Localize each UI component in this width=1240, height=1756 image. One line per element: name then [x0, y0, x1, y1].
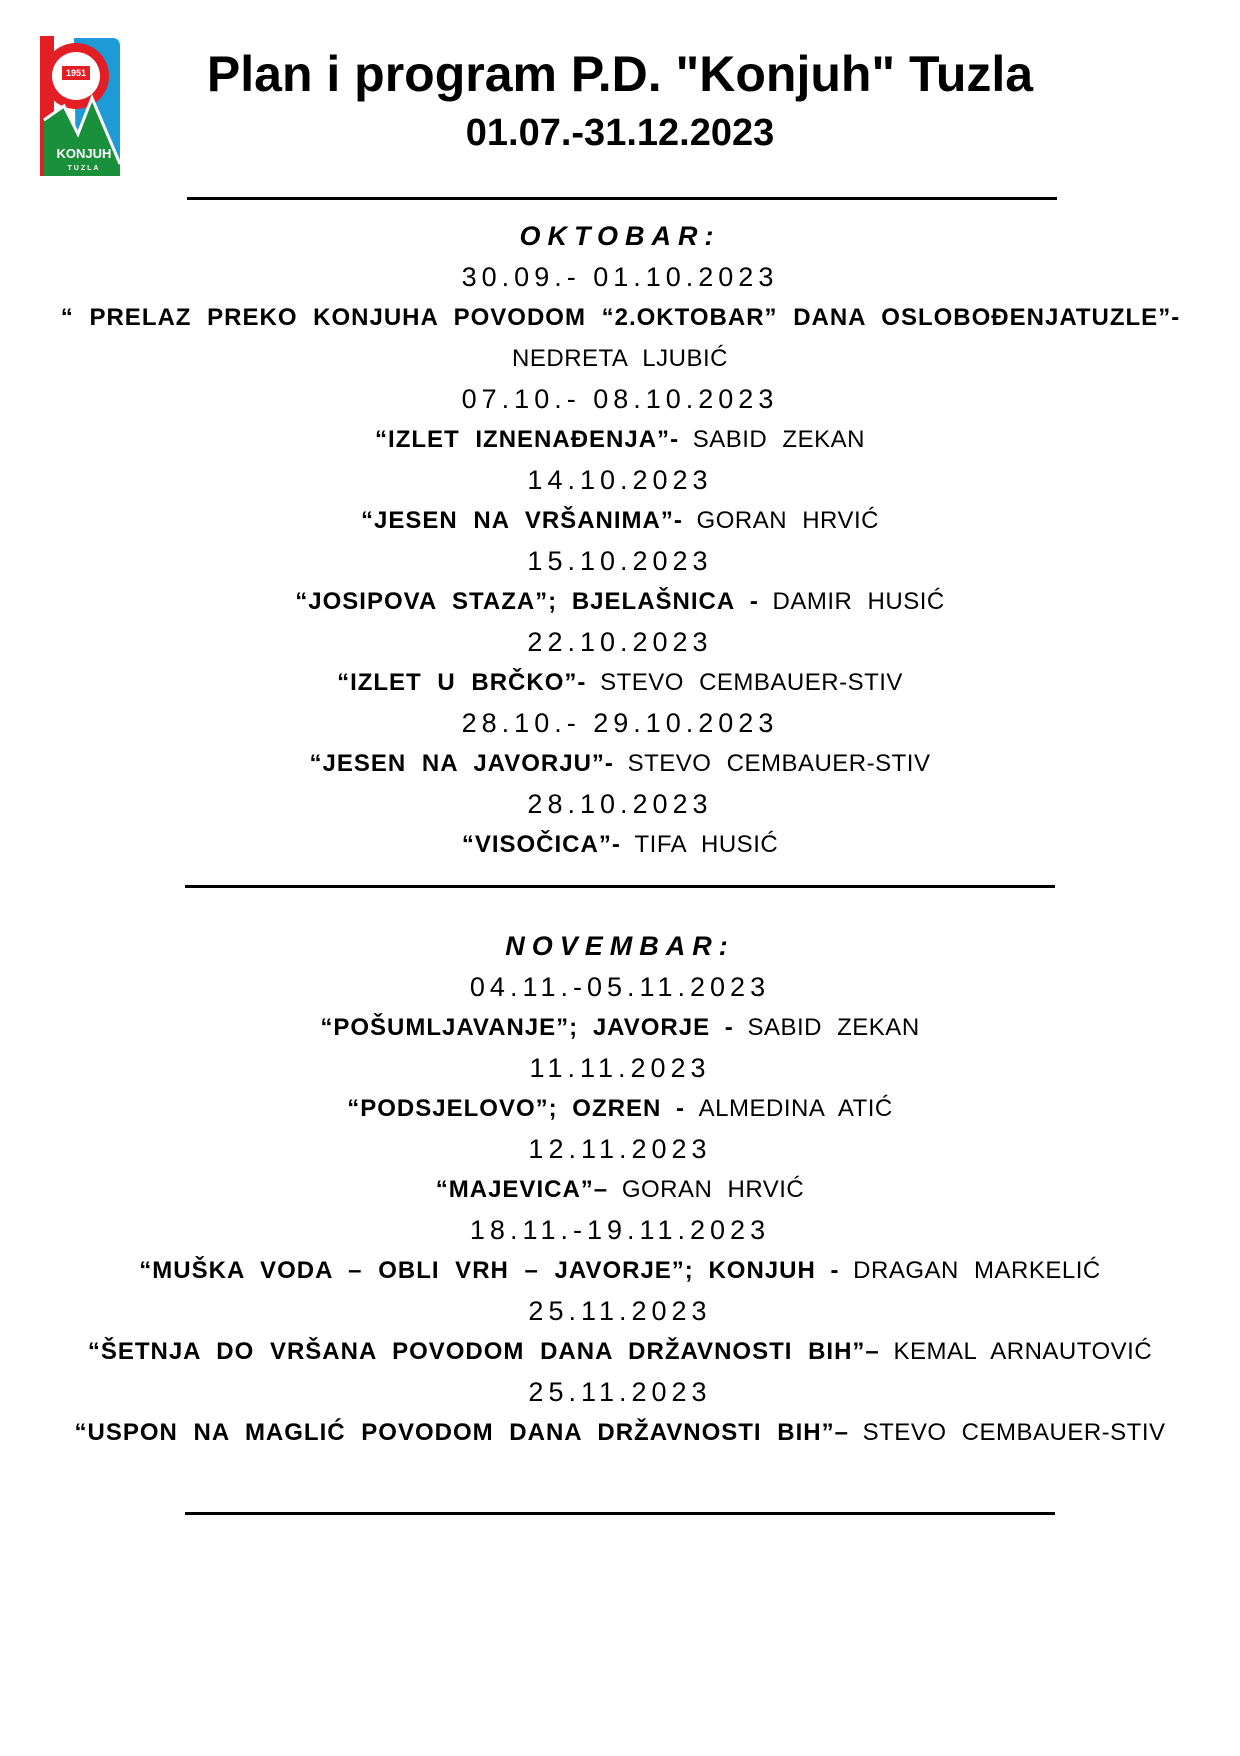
- event-line: [0, 581, 1240, 622]
- event-separator: –: [834, 1419, 848, 1446]
- event-leader: GORAN HRVIĆ: [621, 1176, 805, 1203]
- event-leader: SABID ZEKAN: [692, 426, 865, 453]
- event-title: “MAJEVICA”: [435, 1176, 594, 1203]
- section-oktobar: [0, 215, 1240, 865]
- event-leader: DRAGAN MARKELIĆ: [853, 1257, 1101, 1284]
- event-date: 30.09.- 01.10.2023: [461, 262, 779, 292]
- logo-year: 1951: [65, 68, 87, 78]
- event-title: “MUŠKA VODA – OBLI VRH – JAVORJE”;: [139, 1257, 694, 1284]
- event-title: “JESEN NA JAVORJU”: [309, 750, 605, 777]
- event-title: “ PRELAZ PREKO KONJUHA POVODOM “2.OKTOBAR” DANA OSLOBOĐENJATUZLE”: [60, 304, 1172, 331]
- event-line: [0, 500, 1240, 541]
- event-date: 18.11.-19.11.2023: [469, 1215, 771, 1245]
- event-line: [0, 824, 1240, 865]
- event-separator: -: [673, 507, 682, 534]
- section-novembar: [0, 925, 1240, 1453]
- event-title: “POŠUMLJAVANJE”;: [320, 1014, 579, 1041]
- event-date: 28.10.- 29.10.2023: [461, 708, 779, 738]
- event-leader: TIFA HUSIĆ: [634, 831, 779, 858]
- event-separator: -: [604, 750, 613, 777]
- club-logo: [38, 36, 122, 178]
- event-date: 28.10.2023: [527, 789, 713, 819]
- event-title: “VISOČICA”: [461, 831, 612, 858]
- event-separator: -: [675, 1095, 684, 1122]
- event-leader: GORAN HRVIĆ: [696, 507, 879, 534]
- event-place: JAVORJE: [592, 1014, 711, 1041]
- divider-top: [187, 197, 1057, 200]
- event-line: [0, 1412, 1240, 1453]
- event-place: BJELAŠNICA: [571, 588, 736, 615]
- event-line: [0, 1331, 1240, 1372]
- event-line: [0, 1007, 1240, 1048]
- event-separator: -: [724, 1014, 733, 1041]
- event-line: [0, 297, 1240, 379]
- event-leader: SABID ZEKAN: [747, 1014, 920, 1041]
- event-line: [0, 419, 1240, 460]
- event-leader: STEVO CEMBAUER-STIV: [862, 1419, 1166, 1446]
- event-title: “USPON NA MAGLIĆ POVODOM DANA DRŽAVNOSTI BIH”: [74, 1419, 835, 1446]
- event-date: 25.11.2023: [528, 1296, 712, 1326]
- event-title: “JOSIPOVA STAZA”;: [295, 588, 558, 615]
- event-separator: -: [670, 426, 679, 453]
- event-date: 14.10.2023: [527, 465, 713, 495]
- event-date: 04.11.-05.11.2023: [469, 972, 771, 1002]
- event-title: “IZLET IZNENAĐENJA”: [375, 426, 671, 453]
- event-separator: -: [577, 669, 586, 696]
- page-period: 01.07.-31.12.2023: [465, 112, 775, 154]
- event-title: “ŠETNJA DO VRŠANA POVODOM DANA DRŽAVNOSTI BIH”: [87, 1338, 866, 1365]
- event-title: “JESEN NA VRŠANIMA”: [361, 507, 674, 534]
- page-title: Plan i program P.D. "Konjuh" Tuzla: [206, 46, 1034, 102]
- event-line: [0, 1250, 1240, 1291]
- month-heading: NOVEMBAR:: [505, 931, 735, 961]
- event-date: 11.11.2023: [529, 1053, 711, 1083]
- event-separator: -: [611, 831, 620, 858]
- event-line: [0, 1088, 1240, 1129]
- event-separator: –: [865, 1338, 879, 1365]
- event-leader: ALMEDINA ATIĆ: [698, 1095, 893, 1122]
- event-leader: KEMAL ARNAUTOVIĆ: [893, 1338, 1153, 1365]
- logo-name: KONJUH: [56, 146, 112, 161]
- month-heading: OKTOBAR:: [519, 221, 721, 251]
- divider-middle: [185, 885, 1055, 888]
- logo-city: TUZLA: [67, 165, 101, 172]
- event-date: 12.11.2023: [528, 1134, 712, 1164]
- event-leader: NEDRETA LJUBIĆ: [512, 345, 728, 372]
- event-date: 22.10.2023: [527, 627, 713, 657]
- event-line: [0, 662, 1240, 703]
- event-line: [0, 743, 1240, 784]
- divider-bottom: [185, 1512, 1055, 1515]
- event-date: 07.10.- 08.10.2023: [461, 384, 779, 414]
- event-date: 15.10.2023: [527, 546, 713, 576]
- event-separator: -: [830, 1257, 839, 1284]
- event-separator: -: [749, 588, 758, 615]
- event-line: [0, 1169, 1240, 1210]
- event-date: 25.11.2023: [528, 1377, 712, 1407]
- event-title: “IZLET U BRČKO”: [337, 669, 578, 696]
- event-place: OZREN: [572, 1095, 662, 1122]
- event-separator: -: [1171, 304, 1180, 331]
- event-title: “PODSJELOVO”;: [347, 1095, 558, 1122]
- event-place: KONJUH: [708, 1257, 816, 1284]
- event-leader: STEVO CEMBAUER-STIV: [600, 669, 903, 696]
- event-leader: STEVO CEMBAUER-STIV: [627, 750, 931, 777]
- event-separator: –: [593, 1176, 608, 1203]
- event-leader: DAMIR HUSIĆ: [772, 588, 945, 615]
